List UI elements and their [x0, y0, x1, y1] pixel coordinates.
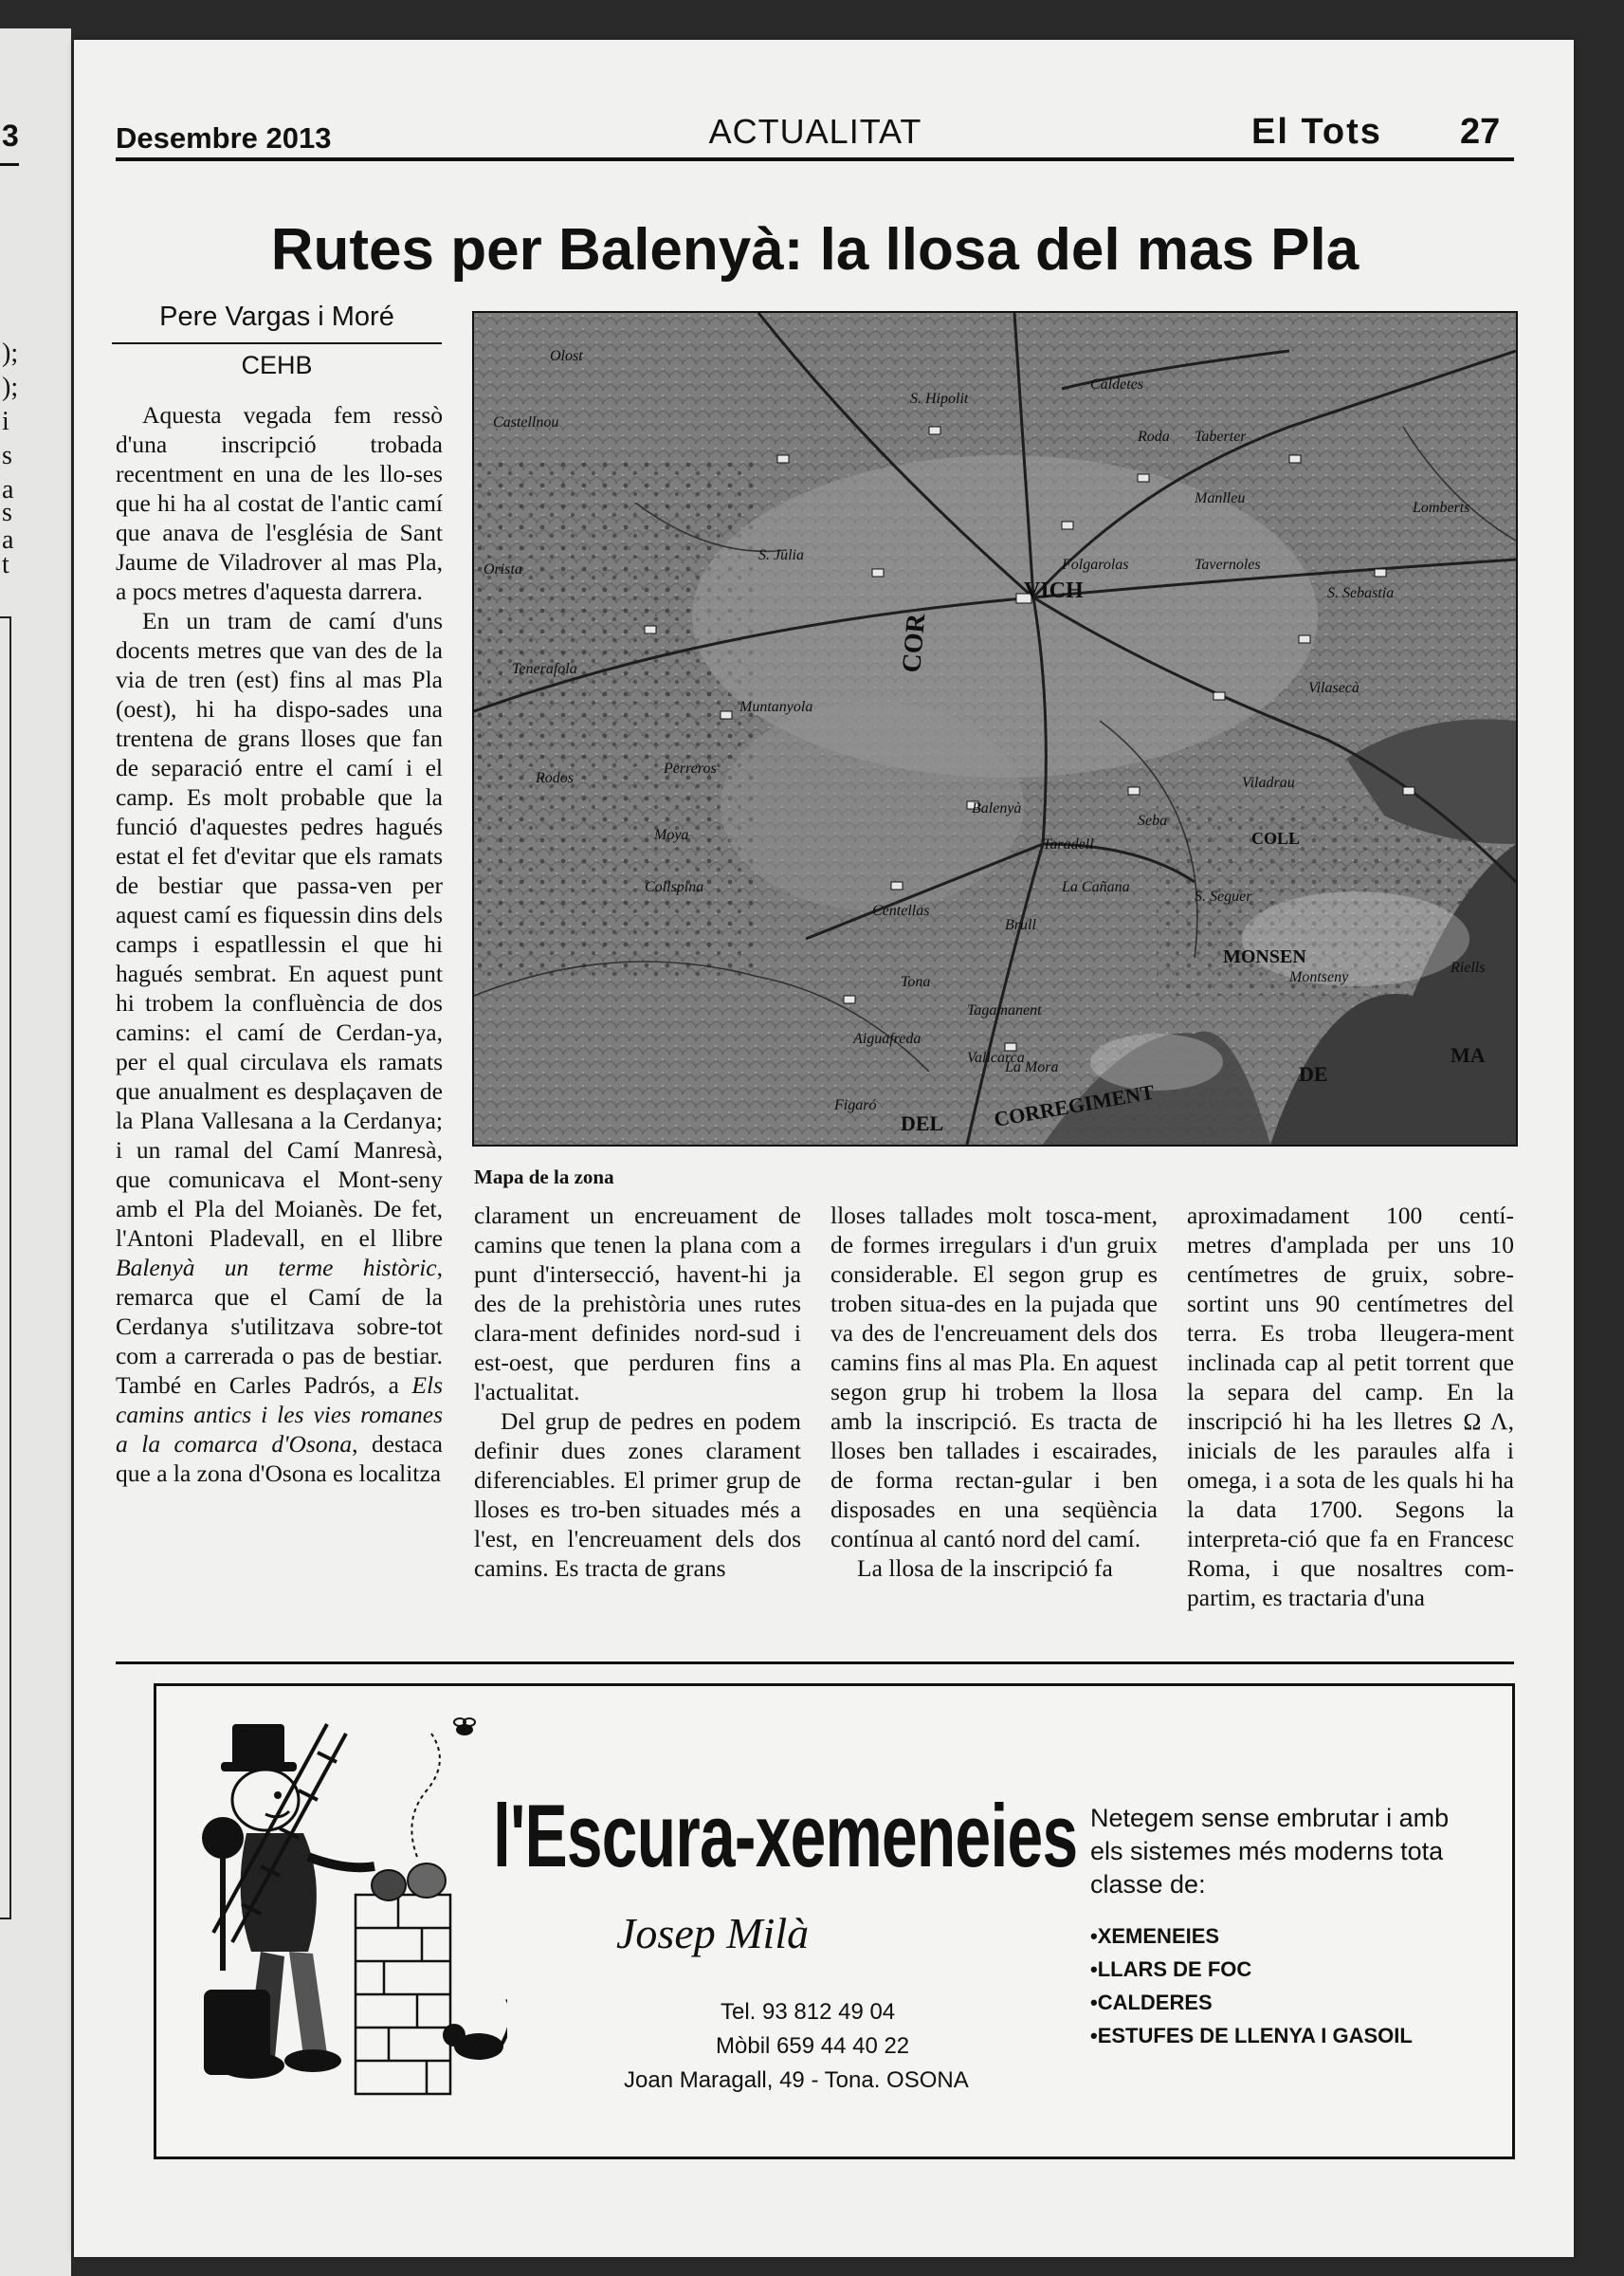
map-label: Roda — [1138, 429, 1170, 445]
chimney-sweep-illustration — [194, 1705, 507, 2113]
map-label: Figaró — [834, 1097, 877, 1113]
article-title: Rutes per Balenyà: la llosa del mas Pla — [270, 217, 1359, 283]
map-label: Seba — [1138, 813, 1168, 829]
area-map-graphic — [474, 313, 1516, 1145]
author-rule — [112, 342, 442, 344]
map-label-del: DEL — [901, 1111, 944, 1135]
area-map — [472, 311, 1518, 1147]
article-column-4 — [1187, 1201, 1514, 1612]
map-label-balenya: Balenyà — [972, 800, 1022, 817]
article-column-1 — [116, 400, 443, 1488]
business-name: l'Escura-xemeneies — [493, 1786, 1078, 1885]
map-label: S. Seguer — [1195, 889, 1252, 905]
owner-name: Josep Milà — [616, 1909, 810, 1957]
map-label: Lomberts — [1413, 500, 1470, 516]
map-label: Tagamanent — [967, 1002, 1042, 1019]
article-column-3 — [830, 1201, 1158, 1583]
publication-name: El Tots — [1251, 112, 1382, 152]
map-label: S. Julia — [758, 547, 804, 563]
map-label: La Cañana — [1062, 879, 1130, 895]
map-label: Vilasecà — [1308, 680, 1359, 696]
map-label: Tavernoles — [1195, 557, 1261, 573]
service-item: • CALDERES — [1090, 1986, 1413, 2019]
map-label: Collspina — [645, 879, 704, 895]
map-label: Manlleu — [1195, 490, 1246, 506]
book-title: Balenyà un terme històric — [116, 1254, 437, 1281]
map-label: Tenerafola — [512, 661, 577, 677]
map-label: Moya — [654, 827, 689, 843]
paragraph: La llosa de la inscripció fa — [857, 1554, 1113, 1582]
map-label: Brull — [1005, 917, 1036, 933]
previous-page-fragment: ); — [2, 373, 19, 402]
advertisement-rule — [116, 1661, 1514, 1664]
map-label: Vallcarca — [967, 1050, 1025, 1066]
paragraph: Del grup de pedres en podem definir dues zones clarament diferenciables. El primer grup de lloses es tro-ben situades més a l'est, en l'encreuament dels dos camins. Es tracta de grans — [474, 1407, 801, 1582]
telephone: Tel. 93 812 49 04 — [721, 1999, 896, 2025]
map-label: Castellnou — [493, 414, 559, 431]
map-label: Taradell — [1043, 836, 1094, 853]
article-author: Pere Vargas i Moré — [159, 302, 394, 332]
section-name: ACTUALITAT — [708, 112, 922, 151]
map-label: Aiguafreda — [853, 1031, 921, 1047]
map-label: Perreros — [664, 761, 717, 777]
paragraph: Aquesta vegada fem ressò d'una inscripció trobada recentment en una de les llo-ses que hi ha al costat de l'antic camí que anava de l'església de Sant Jaume de Viladrover al mas Pla, a pocs metres d'aquesta darrera. — [116, 401, 443, 605]
service-item: • ESTUFES DE LLENYA I GASOIL — [1090, 2019, 1413, 2052]
map-label: Folgarolas — [1062, 557, 1129, 573]
map-label-cor: COR — [897, 612, 932, 674]
paragraph: lloses tallades molt tosca-ment, de formes irregulars i d'un gruix considerable. El segon grup es troben situa-des en la pujada que va des de l'encreuament dels dos camins fins al mas Pla. En aquest segon grup hi trobem la llosa amb la inscripció. Es tracta de lloses ben tallades i escairades, de forma rectan-gular i ben disposades en una seqüència contínua al cantó nord del camí. — [830, 1202, 1158, 1552]
map-label: Olost — [550, 348, 583, 364]
previous-page-fragment: a — [2, 525, 14, 555]
previous-page-fragment: s — [2, 441, 12, 470]
author-organization: CEHB — [241, 351, 313, 379]
previous-page-fragment: s — [2, 498, 12, 527]
map-label: Muntanyola — [739, 699, 813, 715]
map-label: S. Sebastia — [1327, 585, 1395, 601]
previous-page-fragment: i — [2, 407, 9, 436]
mobile-phone: Mòbil 659 44 40 22 — [716, 2033, 910, 2059]
map-label-vich: VICH — [1024, 578, 1084, 603]
map-label-de: DE — [1299, 1062, 1328, 1086]
article-column-2 — [474, 1201, 801, 1583]
previous-page-fragment: a — [2, 475, 14, 505]
book-title: Els camins antics i les vies romanes a la comarca d'Osona — [116, 1371, 444, 1458]
address: Joan Maragall, 49 - Tona. OSONA — [624, 2067, 969, 2093]
previous-page-fragment: ); — [2, 339, 19, 368]
map-label-monsen: MONSEN — [1223, 946, 1306, 967]
page-number: 27 — [1460, 112, 1501, 152]
map-label: COLL — [1251, 829, 1301, 848]
map-label: Caldetes — [1090, 376, 1143, 393]
advertisement-intro: Netegem sense embrutar i amb els sistemes més moderns tota classe de: — [1090, 1804, 1450, 1899]
map-label: Centellas — [872, 903, 930, 919]
map-label: La Mora — [1005, 1059, 1059, 1075]
header-rule — [116, 157, 1514, 161]
map-label-corregiment: CORREGIMENT — [992, 1079, 1157, 1131]
previous-page-number: 3 — [2, 119, 19, 153]
service-item: • XEMENEIES — [1090, 1919, 1413, 1953]
map-label: S. Hipolit — [910, 391, 969, 407]
service-item: • LLARS DE FOC — [1090, 1953, 1413, 1986]
previous-page-box — [0, 616, 11, 1919]
map-label: Riells — [1451, 960, 1486, 976]
map-label: Tona — [901, 974, 931, 990]
bee-icon — [450, 1715, 479, 1743]
paragraph: clarament un encreuament de camins que tenen la plana com a punt d'intersecció, havent-hi ja des de la prehistòria unes rutes clara-ment definides nord-sud i est-oest, que perduren fins a l'actualitat. — [474, 1202, 801, 1405]
map-label-ma: MA — [1451, 1043, 1486, 1067]
previous-page-rule — [0, 163, 19, 166]
map-label: Viladrau — [1242, 775, 1295, 791]
services-list — [1090, 1919, 1413, 2052]
map-label: Taberter — [1195, 429, 1247, 445]
paragraph: aproximadament 100 centí-metres d'amplada per uns 10 centímetres de gruix, sobre-sortint uns 90 centímetres del terra. Es troba lleugera-ment inclinada cap al petit torrent que la separa del camp. En la inscripció hi ha les lletres Ω Λ, inicials de les paraules alfa i omega, i a sota de les quals hi ha la data 1700. Segons la interpreta-ció que fa en Francesc Roma, i que nosaltres com-partim, es tractaria d'una — [1187, 1202, 1514, 1611]
previous-page-fragment: t — [2, 550, 9, 579]
issue-date: Desembre 2013 — [116, 121, 332, 155]
map-label: Montseny — [1289, 969, 1349, 985]
map-caption: Mapa de la zona — [474, 1166, 614, 1188]
map-label: Orista — [484, 561, 522, 578]
map-label: Rodos — [536, 770, 574, 786]
paragraph: En un tram de camí d'uns docents metres que van des de la via de tren (est) fins al mas Pla (oest), hi ha dispo-sades una trentena de grans lloses que fan de separació entre el camí i el camp. Es molt probable que la funció d'aquestes pedres hagués estat el fet d'evitar que els ramats de bestiar que passa-ven per aquest camí es fiquessin dins dels camps i espatllessin el que hi hagués sembrat. En aquest punt hi trobem la confluència de dos camins: el camí de Cerdan-ya, per el qual circulava els ramats que anualment es desplaçaven de la Plana Vallesana a la Cerdanya; i un ramal del Camí Manresà, que comunicava el Mont-seny amb el Pla del Moianès. De fet, l'Antoni Pladevall, en el llibre Balenyà un terme històric, remarca que el Camí de la Cerdanya s'utilitzava sobre-tot com a carrerada o pas de bestiar. També en Carles Padrós, a Els camins antics i les vies romanes a la comarca d'Osona, destaca que a la zona d'Osona es localitza — [116, 607, 444, 1487]
